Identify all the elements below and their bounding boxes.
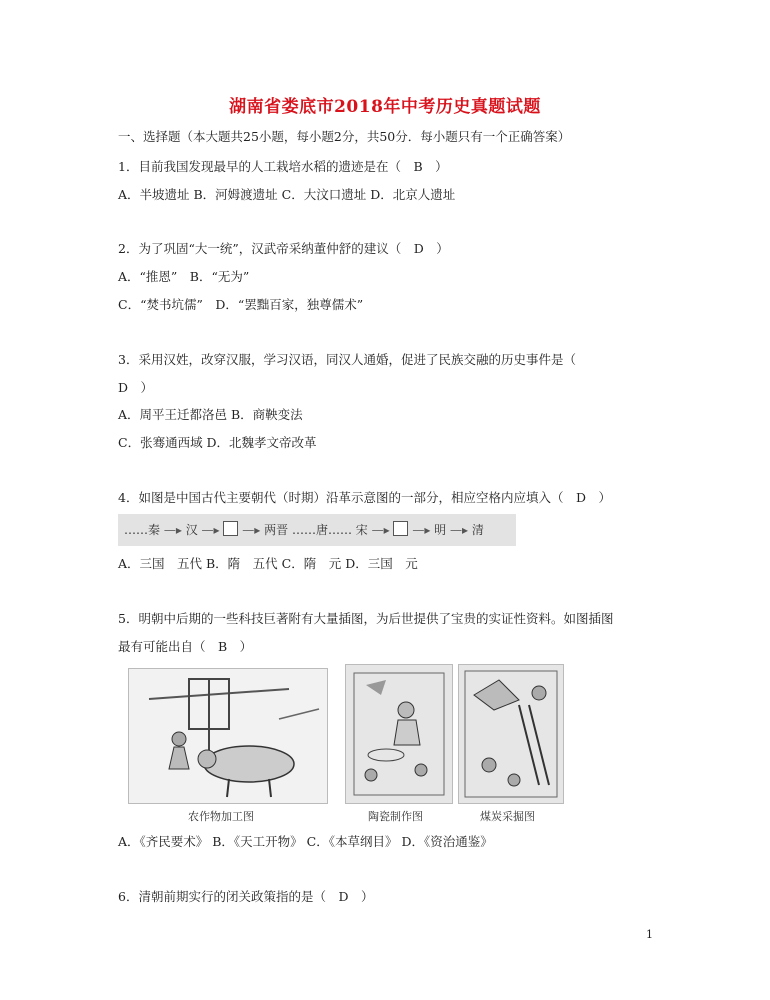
page-number: 1 — [646, 928, 653, 941]
timeline-tang: ……唐…… — [291, 523, 352, 537]
crop-processing-illustration — [128, 668, 328, 804]
question-4-options: A．三国 五代 B．隋 五代 C．隋 元 D．三国 元 — [118, 556, 418, 571]
timeline-liangjin: 两晋 — [264, 523, 289, 537]
figure-caption-crop: 农作物加工图 — [188, 810, 254, 823]
ceramics-making-illustration — [345, 664, 453, 804]
question-5-stem-continued: 最有可能出自（ B ） — [118, 639, 253, 654]
question-3-options-row1: A．周平王迁都洛邑 B．商鞅变法 — [118, 407, 303, 422]
question-4-stem: 4．如图是中国古代主要朝代（时期）沿革示意图的一部分，相应空格内应填入（ D ） — [118, 490, 611, 505]
timeline-blank-box-2 — [393, 521, 408, 536]
timeline-lead-dots: …… — [124, 523, 148, 537]
coal-mining-illustration — [458, 664, 564, 804]
timeline-qin: 秦 — [148, 523, 161, 537]
timeline-han: 汉 — [185, 523, 198, 537]
arrow-icon: —▸ — [242, 523, 261, 537]
timeline-ming: 明 — [434, 523, 447, 537]
question-1-stem: 1．目前我国发现最早的人工栽培水稻的遗迹是在（ B ） — [118, 159, 448, 174]
timeline-qing: 清 — [471, 523, 484, 537]
arrow-icon: —▸ — [201, 523, 220, 537]
question-2-stem: 2．为了巩固“大一统”，汉武帝采纳董仲舒的建议（ D ） — [118, 241, 449, 256]
arrow-icon: —▸ — [412, 523, 431, 537]
figure-caption-ceramics: 陶瓷制作图 — [368, 810, 423, 823]
arrow-icon: —▸ — [450, 523, 469, 537]
question-2-options-row1: A．“推恩” B．“无为” — [118, 269, 250, 284]
arrow-icon: —▸ — [371, 523, 390, 537]
figure-caption-coal: 煤炭采掘图 — [480, 810, 535, 823]
question-6-stem: 6．清朝前期实行的闭关政策指的是（ D ） — [118, 889, 374, 904]
question-3-stem: 3．采用汉姓，改穿汉服，学习汉语，同汉人通婚，促进了民族交融的历史事件是（ — [118, 352, 576, 367]
question-3-options-row2: C．张骞通西域 D．北魏孝文帝改革 — [118, 435, 317, 450]
question-3-stem-continued: D ） — [118, 380, 154, 395]
page-title: 湖南省娄底市2018年中考历史真题试题 — [229, 97, 541, 117]
section-heading: 一、选择题（本大题共25小题，每小题2分，共50分．每小题只有一个正确答案） — [118, 129, 571, 144]
arrow-icon: —▸ — [163, 523, 182, 537]
question-5-options: A．《齐民要术》 B．《天工开物》 C．《本草纲目》 D．《资治通鉴》 — [118, 834, 493, 849]
question-1-options: A．半坡遗址 B．河姆渡遗址 C．大汶口遗址 D．北京人遗址 — [118, 187, 456, 202]
timeline-song: 宋 — [355, 523, 368, 537]
question-5-stem: 5．明朝中后期的一些科技巨著附有大量插图，为后世提供了宝贵的实证性资料。如图插图 — [118, 611, 614, 626]
timeline-blank-box-1 — [223, 521, 238, 536]
question-2-options-row2: C．“焚书坑儒” D．“罢黜百家，独尊儒术” — [118, 297, 364, 312]
dynasty-timeline-figure — [118, 514, 516, 546]
